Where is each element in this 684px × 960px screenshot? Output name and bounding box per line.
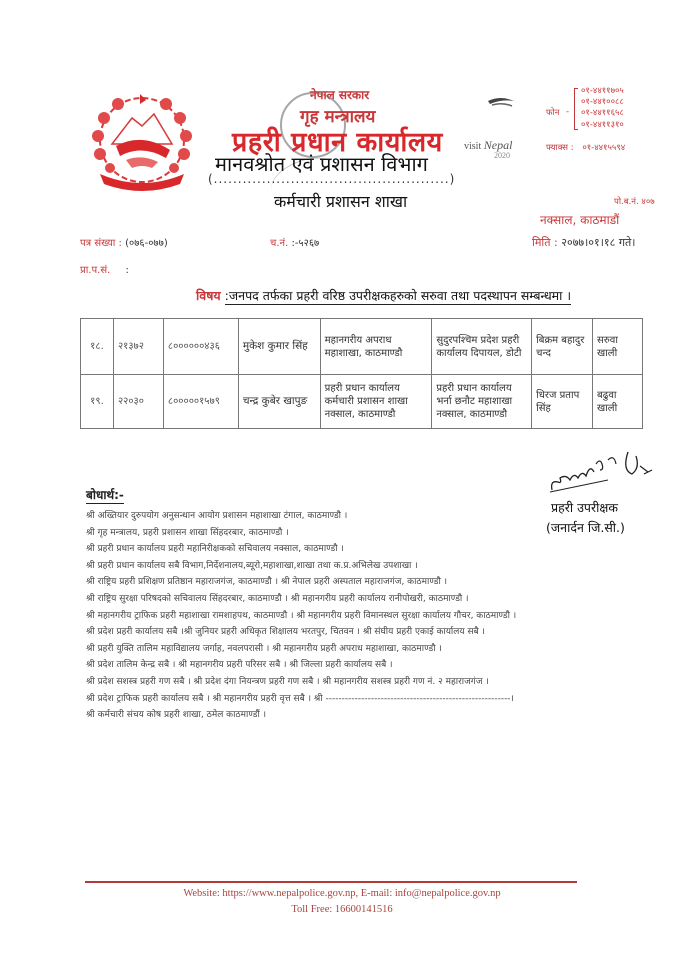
dispatch-label: च.नं.	[270, 238, 289, 249]
cc-item: श्री प्रदेश प्रहरी कार्यालय सबै ।श्री जुनियर प्रहरी अधिकृत शिक्षालय भरतपुर, चितवन । श्री संघीय प्रहरी एकाई कार्यालय सबै ।	[86, 627, 485, 638]
nepal-government-emblem	[82, 88, 202, 196]
table-row	[81, 375, 643, 429]
date-value: २०७७।०१।१८ गते।	[561, 236, 636, 249]
letter-number-value: (०७६-०७७)	[125, 238, 168, 249]
serial-cell: १८.	[81, 319, 114, 375]
phone-number: ०१-४४११३१०	[581, 119, 624, 130]
footer-toll-free: Toll Free: 16600141516	[291, 904, 393, 915]
phone-number: ०१-४४११६५८	[581, 108, 624, 119]
cc-item: श्री प्रहरी प्रधान कार्यालय सबै विभाग,निर्देशनालय,ब्यूरो,महाशाखा,शाखा तथा क.प्र.अभिलेख उपशाखा ।	[86, 560, 418, 571]
code-cell: ८०००००१५७९	[163, 375, 238, 429]
serial-cell: १९.	[81, 375, 114, 429]
prapasa	[80, 262, 129, 276]
cc-item: श्री कर्मचारी संचय कोष प्रहरी शाखा, ठमेल काठमाण्डौं ।	[86, 710, 267, 721]
cc-item: श्री राष्ट्रिय प्रहरी प्रशिक्षण प्रतिष्ठान महाराजगंज, काठमाण्डौ । श्री नेपाल प्रहरी अस्पताल महाराजगंज, काठमाण्डौ ।	[86, 577, 448, 588]
cc-item: श्री अख्तियार दुरुपयोग अनुसन्धान आयोग प्रशासन महाशाखा टंगाल, काठमाण्डौ ।	[86, 511, 348, 521]
section-name: कर्मचारी प्रशासन शाखा	[274, 192, 408, 211]
name-cell: मुकेश कुमार सिंह	[238, 319, 320, 375]
cc-heading: बोधार्थ:-	[86, 488, 124, 502]
bird-logo-icon	[486, 94, 516, 113]
subject-label: विषय	[196, 288, 221, 303]
po-box: पो.ब.नं. ४०७	[614, 197, 655, 207]
subject-text: :जनपद तर्फका प्रहरी वरिष्ठ उपरीक्षकहरुको सरुवा तथा पदस्थापन सम्बन्धमा ।	[224, 288, 572, 303]
code-cell: ८००००००४३६	[163, 319, 238, 375]
table-row	[81, 319, 643, 375]
government-name: नेपाल सरकार	[310, 88, 370, 102]
dotted-line: (.................................................)	[208, 172, 456, 186]
phone-list	[574, 86, 674, 131]
to-office-cell: प्रहरी प्रधान कार्यालय भर्ना छनौट महाशाखा नक्साल, काठमाण्डौ	[432, 375, 532, 429]
to-office-cell: सुदुरपश्चिम प्रदेश प्रहरी कार्यालय दिपायल, डोटी	[432, 319, 532, 375]
dispatch-number	[270, 235, 319, 249]
signatory-title: प्रहरी उपरीक्षक	[551, 500, 618, 515]
name-cell: चन्द्र कुबेर खापुङ	[238, 375, 320, 429]
dispatch-value: :-५२६७	[291, 238, 320, 249]
cc-list	[86, 508, 646, 724]
office-name: प्रहरी प्रधान कार्यालय	[232, 127, 443, 158]
coat-of-arms-icon	[82, 88, 202, 196]
cc-item: श्री प्रहरी युक्ति तालिम महाविद्यालय जर्गाह, नवलपरासी । श्री महानगरीय प्रहरी अपराध महाशाखा, काठमाण्डौ ।	[86, 643, 442, 654]
footer-divider	[85, 881, 577, 883]
id-cell: २२०३०	[113, 375, 163, 429]
prapasa-label: प्रा.प.सं.	[80, 265, 111, 276]
remark-cell: बढुवा खाली	[593, 375, 643, 429]
id-cell: २१३७२	[113, 319, 163, 375]
department-name: मानवश्रोत एवं प्रशासन विभाग	[215, 152, 428, 176]
from-office-cell: महानगरीय अपराध महाशाखा, काठमाण्डौ	[320, 319, 432, 375]
fax	[546, 142, 625, 153]
cc-item: श्री गृह मन्त्रालय, प्रहरी प्रशासन शाखा सिंहदरबार, काठमाण्डौ ।	[86, 527, 289, 538]
cc-item: श्री महानगरीय ट्राफिक प्रहरी महाशाखा रामशाहपथ, काठमाण्डौ । श्री महानगरीय प्रहरी विमानस्थल सुरक्षा कार्यालय गौचर, काठमाण्डौ ।	[86, 610, 517, 621]
phone-number: ०१-४४१००८८	[581, 97, 624, 108]
footer-website-email: Website: https://www.nepalpolice.gov.np, E-mail: info@nepalpolice.gov.np	[183, 888, 501, 899]
signatory-name: (जनार्दन जि.सी.)	[546, 520, 625, 535]
cc-item: श्री प्रदेश सशस्त्र प्रहरी गण सबै । श्री प्रदेश दंगा नियन्त्रण प्रहरी गण सबै । श्री महानगरीय सशस्त्र प्रहरी गण नं. २ महाराजगंज ।	[86, 676, 489, 687]
letter-number-label: पत्र संख्या :	[80, 238, 122, 249]
signature-scribble	[548, 450, 658, 495]
prapasa-value: :	[125, 265, 129, 276]
remark-cell: सरुवा खाली	[593, 319, 643, 375]
visit-text: visit	[464, 141, 482, 152]
phone-label: फोन	[546, 108, 560, 118]
date-label: मिति :	[532, 236, 558, 249]
visit-year: 2020	[494, 151, 510, 160]
replacement-cell: धिरज प्रताप सिंह	[532, 375, 593, 429]
nepal-text: Nepal	[483, 138, 513, 152]
subject-line	[196, 287, 571, 304]
cc-item: श्री प्रहरी प्रधान कार्यालय प्रहरी महानिरीक्षकको सचिवालय नक्साल, काठमाण्डौ ।	[86, 544, 344, 555]
from-office-cell: प्रहरी प्रधान कार्यालय कर्मचारी प्रशासन शाखा नक्साल, काठमाण्डौ	[320, 375, 432, 429]
cc-item: श्री प्रदेश तालिम केन्द्र सबै । श्री महानगरीय प्रहरी परिसर सबै । श्री जिल्ला प्रहरी कार्यालय सबै ।	[86, 660, 393, 671]
ministry-name: गृह मन्त्रालय	[300, 107, 376, 127]
replacement-cell: बिक्रम बहादुर चन्द	[532, 319, 593, 375]
cc-item: श्री प्रदेश ट्राफिक प्रहरी कार्यालय सबै । श्री महानगरीय प्रहरी वृत्त सबै । श्री ---------------------------------------------------------।	[86, 693, 514, 704]
transfer-table	[80, 318, 643, 429]
cc-item: श्री राष्ट्रिय सुरक्षा परिषदको सचिवालय सिंहदरबार, काठमाण्डौ । श्री महानगरीय प्रहरी कार्यालय रानीपोखरी, काठमाण्डौ ।	[86, 593, 469, 604]
visit-nepal-logo	[464, 138, 512, 160]
fax-label: फ्याक्स :	[546, 143, 574, 153]
phone-dash: -	[566, 107, 570, 117]
fax-number: ०१-४४१५५९४	[582, 143, 626, 153]
letter-number	[80, 235, 168, 249]
letter-date	[532, 235, 635, 250]
phone-bracket	[574, 88, 578, 130]
office-address: नक्साल, काठमाडौं	[540, 213, 620, 227]
phone-number: ०१-४४११७०५	[581, 86, 624, 96]
